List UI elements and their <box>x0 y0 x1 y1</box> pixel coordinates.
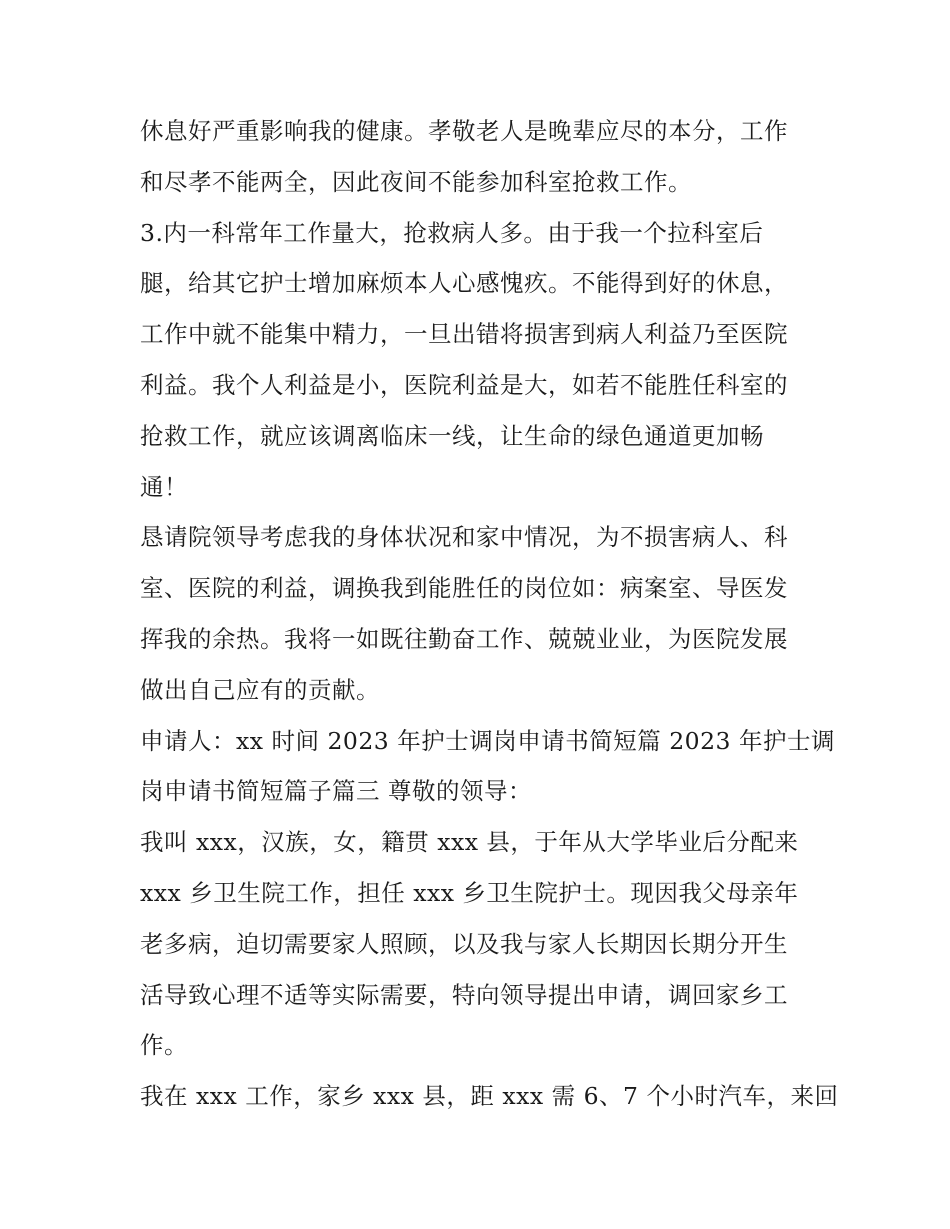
document-body <box>140 106 839 1122</box>
text-line-3: 3.内一科常年工作量大，抢救病人多。由于我一个拉科室后 <box>140 218 764 247</box>
text-line-4: 腿，给其它护士增加麻烦本人心感愧疚。不能得到好的休息， <box>140 269 788 298</box>
text-line-8: 通！ <box>140 472 188 501</box>
text-line-18: 活导致心理不适等实际需要，特向领导提出申请，调回家乡工 <box>140 980 788 1009</box>
text-line-19: 作。 <box>140 1031 188 1060</box>
text-line-5: 工作中就不能集中精力，一旦出错将损害到病人利益乃至医院 <box>140 320 788 349</box>
text-line-17: 老多病，迫切需要家人照顾，以及我与家人长期因长期分开生 <box>140 929 788 958</box>
text-line-15: 我叫 xxx，汉族，女，籍贯 xxx 县，于年从大学毕业后分配来 <box>140 828 799 857</box>
text-line-9: 恳请院领导考虑我的身体状况和家中情况，为不损害病人、科 <box>140 523 788 552</box>
text-line-16: xxx 乡卫生院工作，担任 xxx 乡卫生院护士。现因我父母亲年 <box>140 878 799 907</box>
text-line-14: 岗申请书简短篇子篇三 尊敬的领导： <box>140 777 532 806</box>
text-line-2: 和尽孝不能两全，因此夜间不能参加科室抢救工作。 <box>140 167 692 196</box>
text-line-12: 做出自己应有的贡献。 <box>140 675 380 704</box>
text-line-1: 休息好严重影响我的健康。孝敬老人是晚辈应尽的本分，工作 <box>140 117 788 145</box>
text-line-7: 抢救工作，就应该调离临床一线，让生命的绿色通道更加畅 <box>140 421 764 450</box>
text-line-11: 挥我的余热。我将一如既往勤奋工作、兢兢业业，为医院发展 <box>140 624 788 653</box>
text-line-20: 我在 xxx 工作，家乡 xxx 县，距 xxx 需 6、7 个小时汽车，来回 <box>140 1082 839 1111</box>
text-line-6: 利益。我个人利益是小，医院利益是大，如若不能胜任科室的 <box>140 370 788 399</box>
text-line-10: 室、医院的利益，调换我到能胜任的岗位如：病案室、导医发 <box>140 574 788 603</box>
text-line-13: 申请人：xx 时间 2023 年护士调岗申请书简短篇 2023 年护士调 <box>140 726 835 755</box>
